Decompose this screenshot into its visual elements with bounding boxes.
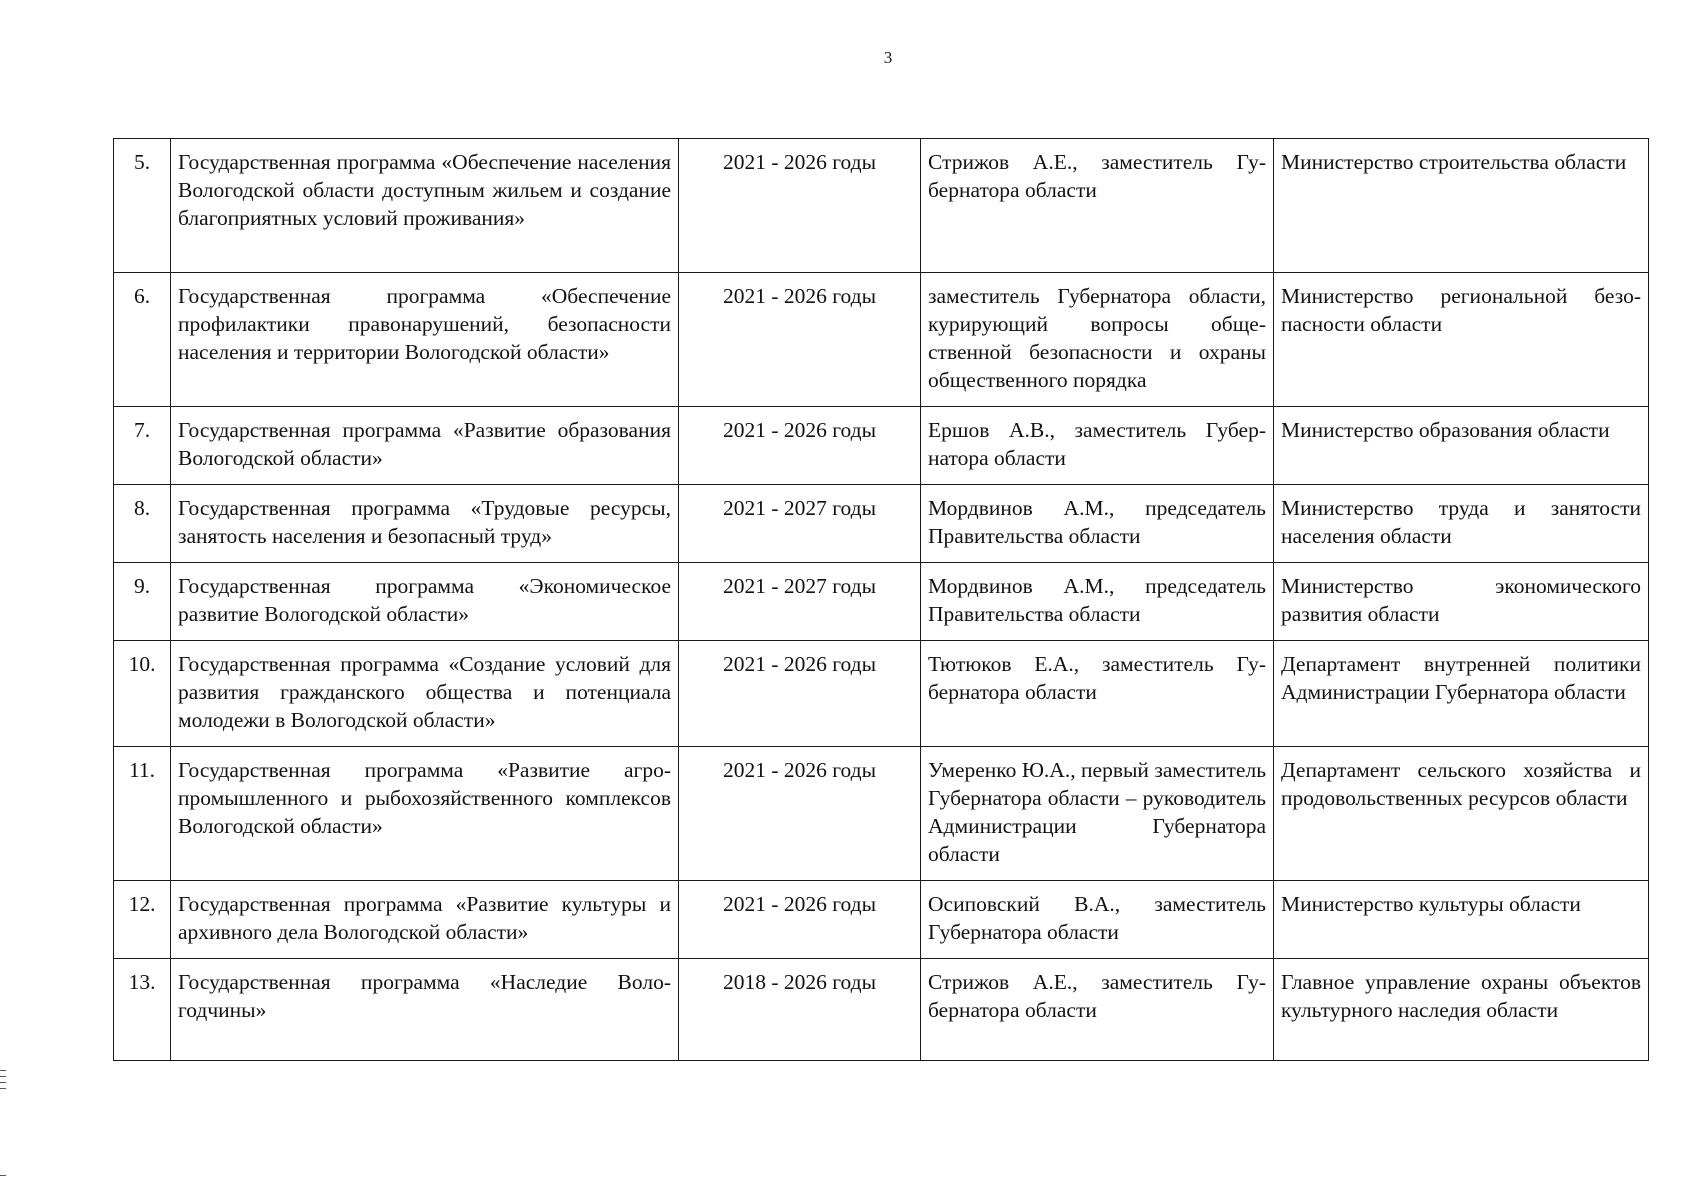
program-executor: Министерство труда и занятости населения области — [1274, 485, 1649, 563]
program-name: Государственная программа «Создание условий для развития гражданского общества и потенциала молодежи в Вологодской области» — [171, 641, 679, 747]
program-executor: Департамент сельского хозяйства и продовольственных ресурсов области — [1274, 747, 1649, 881]
program-period: 2021 - 2026 годы — [679, 273, 921, 407]
row-number: 5. — [114, 139, 171, 273]
row-number: 7. — [114, 407, 171, 485]
program-period: 2021 - 2026 годы — [679, 407, 921, 485]
row-number: 10. — [114, 641, 171, 747]
program-curator: Тютюков Е.А., заместитель Губернатора области — [921, 641, 1274, 747]
scan-edge-marks — [0, 1070, 8, 1094]
program-period: 2021 - 2026 годы — [679, 641, 921, 747]
table-row — [114, 959, 1649, 1061]
program-executor: Главное управление охраны объектов культурного наследия области — [1274, 959, 1649, 1061]
table-row — [114, 563, 1649, 641]
row-number: 12. — [114, 881, 171, 959]
program-period: 2021 - 2027 годы — [679, 563, 921, 641]
programs-table — [113, 138, 1649, 1061]
program-name: Государственная программа «Обеспечение населения Вологодской области доступным жильем и создание благоприятных условий проживания» — [171, 139, 679, 273]
program-period: 2018 - 2026 годы — [679, 959, 921, 1061]
program-curator: Мордвинов А.М., председатель Правительства области — [921, 485, 1274, 563]
program-name: Государственная программа «Наследие Вологодчины» — [171, 959, 679, 1061]
program-name: Государственная программа «Экономическое развитие Вологодской области» — [171, 563, 679, 641]
program-name: Государственная программа «Развитие образования Вологодской области» — [171, 407, 679, 485]
row-number: 13. — [114, 959, 171, 1061]
program-curator: Стрижов А.Е., заместитель Губернатора области — [921, 959, 1274, 1061]
table-row — [114, 139, 1649, 273]
program-executor: Министерство экономического развития области — [1274, 563, 1649, 641]
program-executor: Министерство образования области — [1274, 407, 1649, 485]
program-curator: Мордвинов А.М., председатель Правительства области — [921, 563, 1274, 641]
program-name: Государственная программа «Развитие агропромышленного и рыбохозяйственного комплексов Вологодской области» — [171, 747, 679, 881]
row-number: 11. — [114, 747, 171, 881]
program-executor: Министерство культуры области — [1274, 881, 1649, 959]
program-period: 2021 - 2026 годы — [679, 747, 921, 881]
row-number: 9. — [114, 563, 171, 641]
program-curator: Ершов А.В., заместитель Губернатора области — [921, 407, 1274, 485]
table-row — [114, 747, 1649, 881]
row-number: 8. — [114, 485, 171, 563]
program-curator: Стрижов А.Е., заместитель Губернатора области — [921, 139, 1274, 273]
scan-edge-mark — [0, 1175, 6, 1176]
table-row — [114, 485, 1649, 563]
program-name: Государственная программа «Развитие культуры и архивного дела Вологодской области» — [171, 881, 679, 959]
program-period: 2021 - 2026 годы — [679, 139, 921, 273]
program-curator: Осиповский В.А., заместитель Губернатора области — [921, 881, 1274, 959]
row-number: 6. — [114, 273, 171, 407]
program-curator: Умеренко Ю.А., первый заместитель Губернатора области – руководитель Администрации Губернатора области — [921, 747, 1274, 881]
table-row — [114, 273, 1649, 407]
program-curator: заместитель Губернатора области, курирующий вопросы общественной безопасности и охраны общественного порядка — [921, 273, 1274, 407]
table-row — [114, 641, 1649, 747]
program-period: 2021 - 2026 годы — [679, 881, 921, 959]
program-executor: Министерство строительства области — [1274, 139, 1649, 273]
program-executor: Департамент внутренней политики Администрации Губернатора области — [1274, 641, 1649, 747]
program-period: 2021 - 2027 годы — [679, 485, 921, 563]
table-row — [114, 407, 1649, 485]
program-name: Государственная программа «Трудовые ресурсы, занятость населения и безопасный труд» — [171, 485, 679, 563]
page-number: 3 — [883, 48, 893, 67]
program-name: Государственная программа «Обеспечение профилактики правонарушений, безопасности населения и территории Вологодской области» — [171, 273, 679, 407]
table-row — [114, 881, 1649, 959]
program-executor: Министерство региональной безопасности области — [1274, 273, 1649, 407]
